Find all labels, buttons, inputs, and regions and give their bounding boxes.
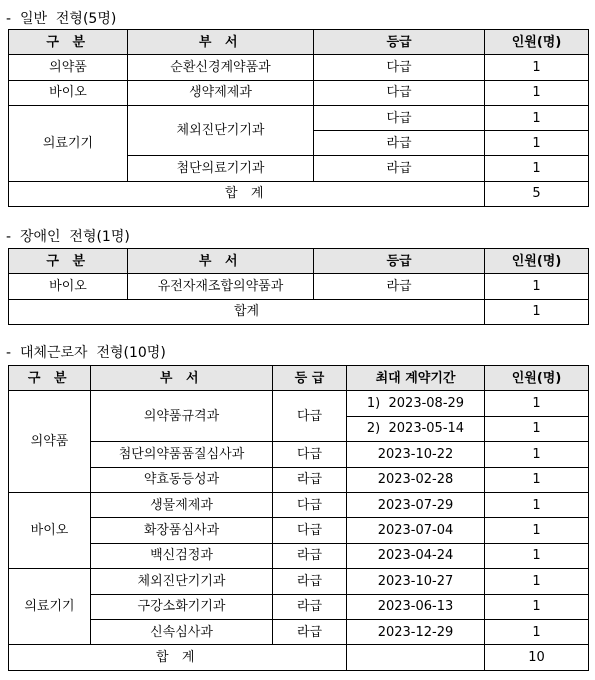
grade-cell: 라급 [273,594,347,619]
category-cell: 바이오 [9,80,128,105]
count-cell: 1 [485,80,589,105]
category-cell: 의약품 [9,391,91,493]
dept-cell: 약효동등성과 [91,467,273,492]
table-row [9,55,589,80]
count-cell: 1 [485,467,589,492]
grade-cell: 다급 [314,55,485,80]
category-cell: 바이오 [9,492,91,568]
period-cell: 2023-10-22 [347,442,485,467]
dept-cell: 화장품심사과 [91,518,273,543]
total-count: 5 [485,181,589,206]
period-cell: 2) 2023-05-14 [347,416,485,441]
table-header-row [9,30,589,55]
table-header-row [9,366,589,391]
grade-cell: 라급 [273,543,347,568]
dept-cell: 백신검정과 [91,543,273,568]
dept-cell: 유전자재조합의약품과 [128,274,314,299]
count-cell: 1 [485,492,589,517]
period-cell: 2023-07-04 [347,518,485,543]
header-count: 인원(명) [485,366,589,391]
header-count: 인원(명) [485,30,589,55]
dept-cell: 신속심사과 [91,619,273,644]
period-cell: 2023-04-24 [347,543,485,568]
header-grade: 등급 [314,30,485,55]
header-dept: 부 서 [128,249,314,274]
table-row [9,619,589,644]
category-cell: 의료기기 [9,105,128,181]
count-cell: 1 [485,391,589,416]
table-row [9,80,589,105]
count-cell: 1 [485,105,589,130]
header-category: 구 분 [9,249,128,274]
period-cell: 2023-10-27 [347,569,485,594]
count-cell: 1 [485,594,589,619]
general-recruitment-table [8,29,589,207]
period-cell: 2023-12-29 [347,619,485,644]
dept-cell: 체외진단기기과 [128,105,314,156]
count-cell: 1 [485,518,589,543]
dept-cell: 첨단의약품품질심사과 [91,442,273,467]
dept-cell: 구강소화기기과 [91,594,273,619]
grade-cell: 라급 [273,467,347,492]
category-cell: 바이오 [9,274,128,299]
count-cell: 1 [485,543,589,568]
grade-cell: 다급 [273,442,347,467]
grade-cell: 라급 [273,619,347,644]
period-cell: 2023-06-13 [347,594,485,619]
period-cell: 1) 2023-08-29 [347,391,485,416]
table-row [9,442,589,467]
total-label: 합 계 [9,181,485,206]
grade-cell: 다급 [273,391,347,442]
header-category: 구 분 [9,366,91,391]
table-header-row [9,249,589,274]
table-row [9,543,589,568]
dept-cell: 생물제제과 [91,492,273,517]
table-row [9,274,589,299]
header-grade: 등급 [314,249,485,274]
count-cell: 1 [485,131,589,156]
count-cell: 1 [485,416,589,441]
total-empty-cell [347,645,485,670]
header-dept: 부 서 [91,366,273,391]
grade-cell: 라급 [314,131,485,156]
dept-cell: 체외진단기기과 [91,569,273,594]
dept-cell: 생약제제과 [128,80,314,105]
dept-cell: 의약품규격과 [91,391,273,442]
disabled-recruitment-table [8,248,589,325]
count-cell: 1 [485,569,589,594]
grade-cell: 다급 [273,492,347,517]
total-row [9,181,589,206]
total-count: 1 [485,299,589,324]
category-cell: 의약품 [9,55,128,80]
section2-title: - 장애인 전형(1명) [6,229,130,245]
header-category: 구 분 [9,30,128,55]
count-cell: 1 [485,156,589,181]
total-label: 합 계 [9,645,347,670]
table-row [9,594,589,619]
count-cell: 1 [485,442,589,467]
table-row [9,569,589,594]
total-row [9,645,589,670]
grade-cell: 다급 [314,105,485,130]
table-row [9,492,589,517]
header-dept: 부 서 [128,30,314,55]
substitute-recruitment-table [8,365,589,671]
table-row [9,518,589,543]
count-cell: 1 [485,55,589,80]
total-count: 10 [485,645,589,670]
table-row [9,467,589,492]
section3-title: - 대체근로자 전형(10명) [6,345,166,361]
dept-cell: 순환신경계약품과 [128,55,314,80]
header-count: 인원(명) [485,249,589,274]
grade-cell: 라급 [314,274,485,299]
count-cell: 1 [485,274,589,299]
total-label: 합계 [9,299,485,324]
section1-title: - 일반 전형(5명) [6,11,117,27]
header-period: 최대 계약기간 [347,366,485,391]
count-cell: 1 [485,619,589,644]
table-row [9,391,589,416]
total-row [9,299,589,324]
grade-cell: 다급 [273,518,347,543]
table-row [9,105,589,130]
grade-cell: 라급 [314,156,485,181]
dept-cell: 첨단의료기기과 [128,156,314,181]
period-cell: 2023-02-28 [347,467,485,492]
header-grade: 등 급 [273,366,347,391]
category-cell: 의료기기 [9,569,91,645]
grade-cell: 다급 [314,80,485,105]
grade-cell: 라급 [273,569,347,594]
period-cell: 2023-07-29 [347,492,485,517]
